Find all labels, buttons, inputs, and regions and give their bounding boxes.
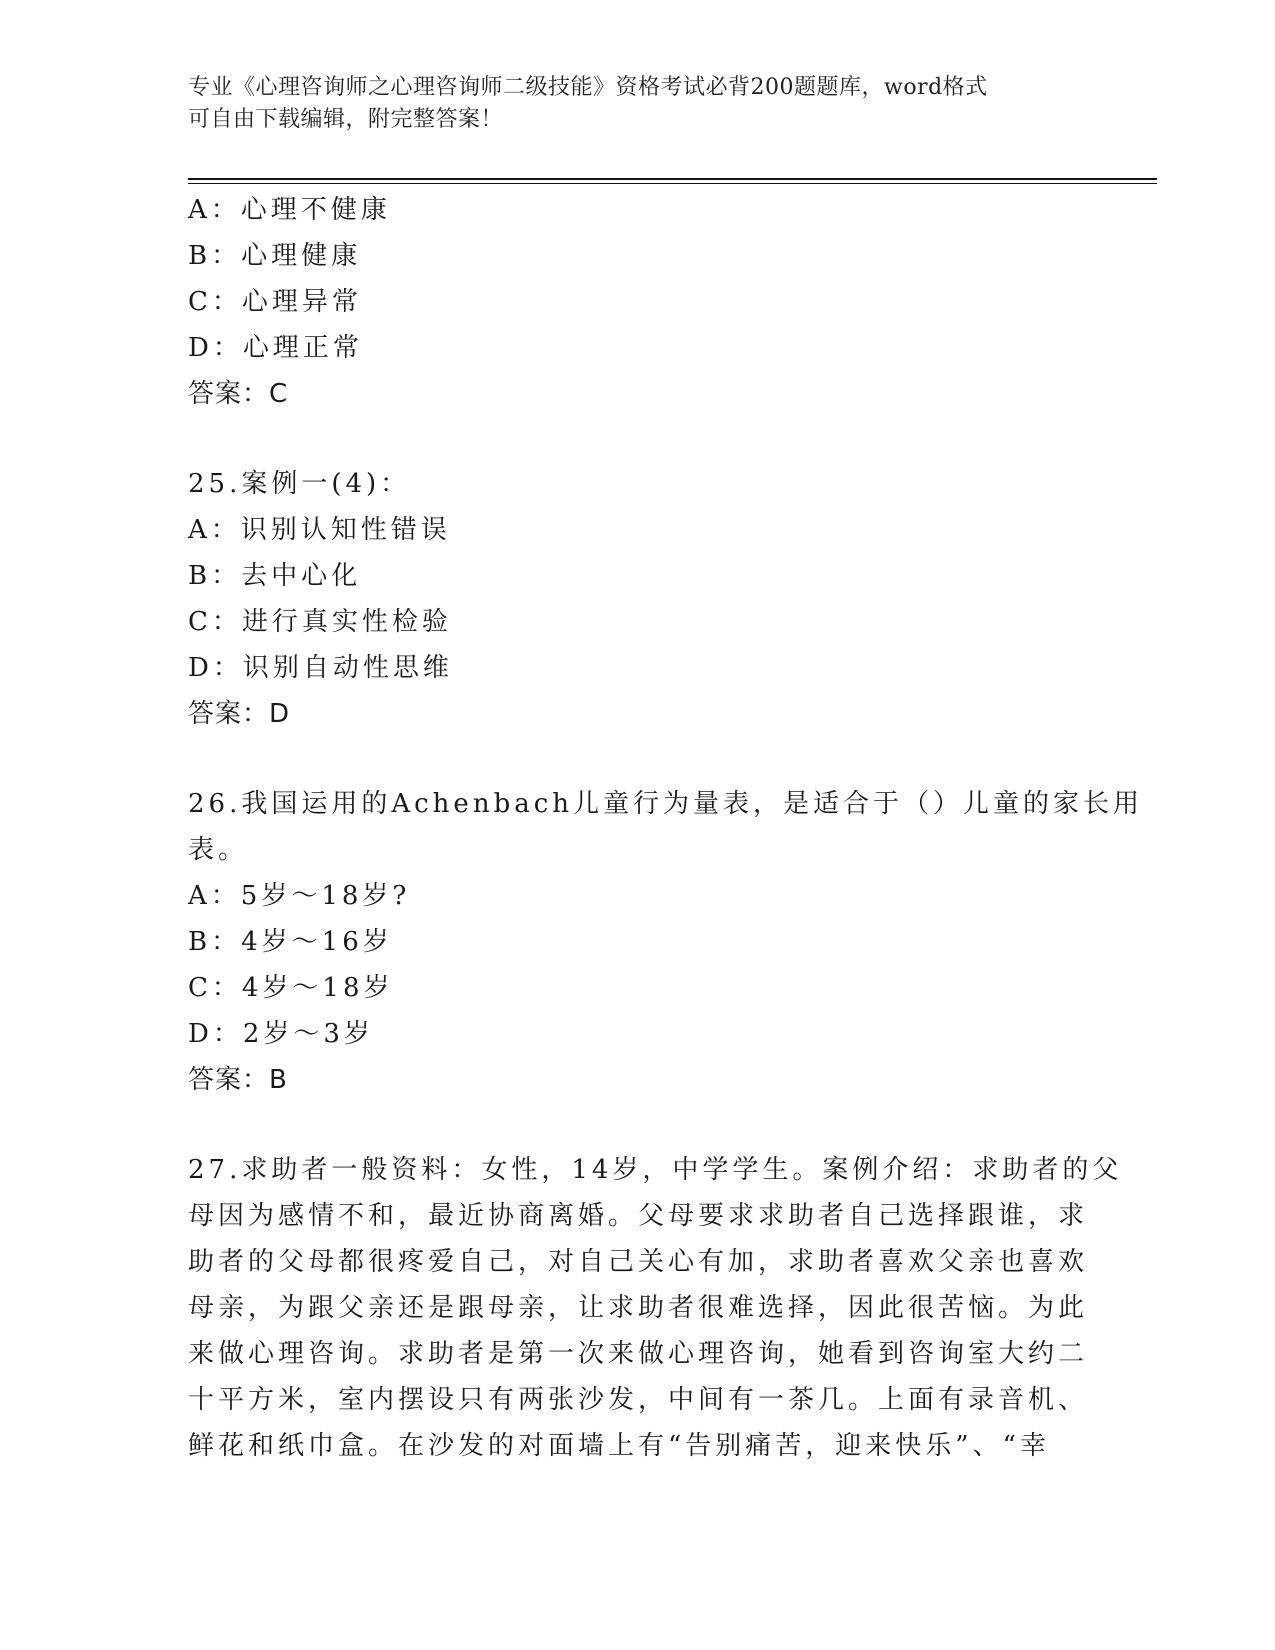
- header-divider-thin: [188, 183, 1157, 184]
- option-b: B：去中心化: [188, 561, 362, 591]
- question-stem: 25.案例一(4)：: [188, 469, 411, 499]
- answer-line: 答案：B: [188, 1065, 288, 1095]
- option-c: C：4岁～18岁: [188, 973, 394, 1003]
- answer-line: 答案：D: [188, 699, 291, 729]
- option-a: A：心理不健康: [188, 195, 391, 225]
- question-list: [188, 187, 1144, 1469]
- question-stem-continued: 十平方米，室内摆设只有两张沙发，中间有一茶几。上面有录音机、: [188, 1385, 1089, 1415]
- block-spacer: [188, 737, 1088, 781]
- option-c: C：心理异常: [188, 287, 362, 317]
- question-block-27: [188, 1147, 1123, 1469]
- header-title-line-2: 可自由下载编辑，附完整答案！: [188, 107, 504, 132]
- option-b: B：4岁～16岁: [188, 927, 393, 957]
- question-stem-continued: 助者的父母都很疼爱自己，对自己关心有加，求助者喜欢父亲也喜欢: [188, 1247, 1089, 1277]
- header-title-line-1: 专业《心理咨询师之心理咨询师二级技能》资格考试必背200题题库，word格式: [188, 75, 988, 100]
- question-stem-continued: 来做心理咨询。求助者是第一次来做心理咨询，她看到咨询室大约二: [188, 1339, 1089, 1369]
- question-stem-continued: 鲜花和纸巾盒。在沙发的对面墙上有“告别痛苦，迎来快乐”、“幸: [188, 1431, 1050, 1461]
- question-stem: 26.我国运用的Achenbach儿童行为量表，是适合于（）儿童的家长用: [188, 789, 1144, 819]
- question-stem: 27.求助者一般资料：女性，14岁，中学学生。案例介绍：求助者的父: [188, 1155, 1123, 1185]
- option-a: A：识别认知性错误: [188, 515, 451, 545]
- option-b: B：心理健康: [188, 241, 362, 271]
- question-stem-continued: 母因为感情不和，最近协商离婚。父母要求求助者自己选择跟谁，求: [188, 1201, 1089, 1231]
- option-a: A：5岁～18岁?: [188, 881, 411, 911]
- block-spacer: [188, 1103, 1088, 1147]
- question-block-25: [188, 461, 1088, 737]
- option-d: D：2岁～3岁: [188, 1019, 374, 1049]
- question-stem-continued: 表。: [188, 835, 249, 865]
- question-block-26: [188, 781, 1144, 1103]
- block-spacer: [188, 417, 1088, 461]
- header-divider-thick: [188, 178, 1157, 180]
- question-stem-continued: 母亲，为跟父亲还是跟母亲，让求助者很难选择，因此很苦恼。为此: [188, 1293, 1089, 1323]
- document-header: [188, 72, 1088, 136]
- option-d: D：心理正常: [188, 333, 363, 363]
- question-block-24: [188, 187, 1088, 417]
- option-d: D：识别自动性思维: [188, 653, 453, 683]
- answer-line: 答案：C: [188, 379, 289, 409]
- option-c: C：进行真实性检验: [188, 607, 452, 637]
